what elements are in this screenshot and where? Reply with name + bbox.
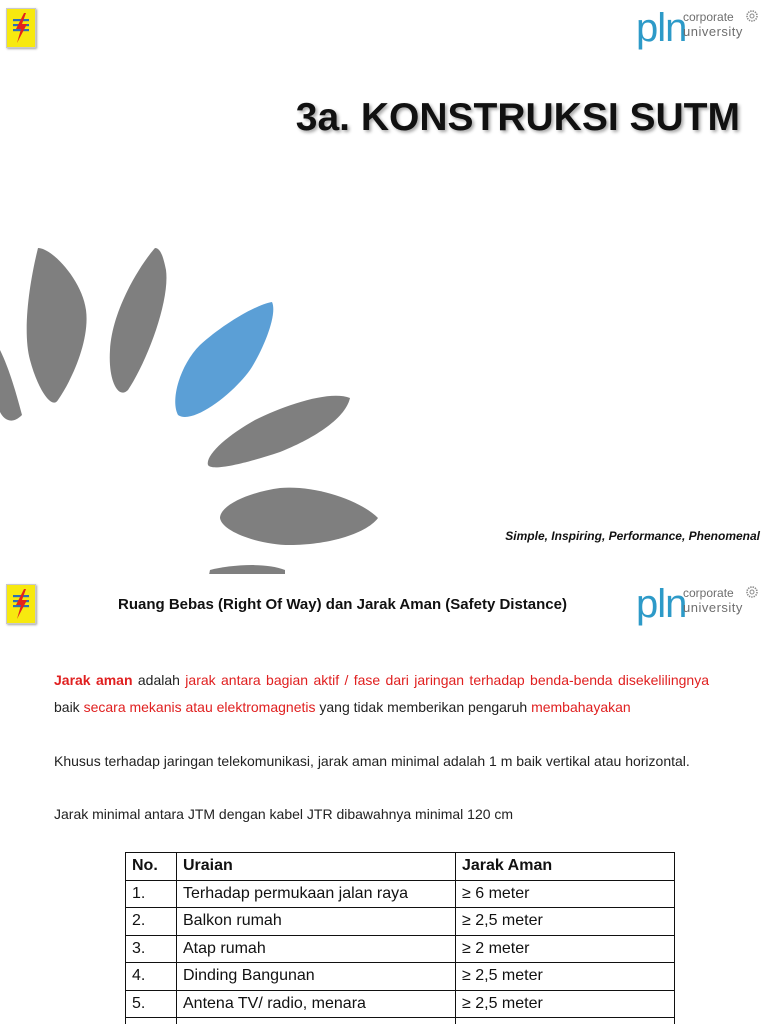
logo-corporate-text: corporate bbox=[683, 586, 734, 600]
table-cell: 5. bbox=[126, 990, 177, 1018]
table-cell: ≥ 2 meter bbox=[456, 935, 675, 963]
column-header: Uraian bbox=[177, 853, 456, 881]
table-cell: 3. bbox=[126, 935, 177, 963]
telecom-paragraph: Khusus terhadap jaringan telekomunikasi, jarak aman minimal adalah 1 m baik vertikal atau horizontal. bbox=[54, 753, 690, 769]
table-row bbox=[126, 935, 675, 963]
table-cell: ≥ 2,5 meter bbox=[456, 908, 675, 936]
slide-heading: Ruang Bebas (Right Of Way) dan Jarak Aman (Safety Distance) bbox=[118, 596, 567, 613]
logo-corporate-text: corporate bbox=[683, 10, 734, 24]
table-cell bbox=[456, 1018, 675, 1024]
logo-university-text: university bbox=[683, 24, 743, 39]
column-header: No. bbox=[126, 853, 177, 881]
definition-paragraph bbox=[54, 667, 709, 721]
table-header-row bbox=[126, 853, 675, 881]
table-cell bbox=[177, 1018, 456, 1024]
term-jarak-aman: Jarak aman bbox=[54, 672, 133, 688]
gear-icon bbox=[745, 585, 759, 599]
column-header: Jarak Aman bbox=[456, 853, 675, 881]
table-cell bbox=[126, 1018, 177, 1024]
highlight-text: secara mekanis atau elektromagnetis bbox=[83, 699, 316, 715]
table-row bbox=[126, 1018, 675, 1024]
table-cell: 4. bbox=[126, 963, 177, 991]
logo-pln-text: pln bbox=[636, 6, 687, 50]
table-cell: Antena TV/ radio, menara bbox=[177, 990, 456, 1018]
table-cell: ≥ 2,5 meter bbox=[456, 963, 675, 991]
table-cell: Terhadap permukaan jalan raya bbox=[177, 880, 456, 908]
table-cell: 2. bbox=[126, 908, 177, 936]
safety-distance-table bbox=[125, 852, 675, 1024]
table-cell: ≥ 2,5 meter bbox=[456, 990, 675, 1018]
pln-corporate-university-logo bbox=[636, 584, 762, 624]
table-cell: Atap rumah bbox=[177, 935, 456, 963]
logo-pln-text: pln bbox=[636, 582, 687, 626]
para-text: adalah bbox=[137, 672, 180, 688]
petal-decoration-graphic bbox=[0, 240, 420, 574]
slide-title: 3a. KONSTRUKSI SUTM bbox=[295, 96, 740, 139]
jtm-jtr-paragraph: Jarak minimal antara JTM dengan kabel JTR dibawahnya minimal 120 cm bbox=[54, 806, 514, 822]
table-cell: Balkon rumah bbox=[177, 908, 456, 936]
table-row bbox=[126, 990, 675, 1018]
table-row bbox=[126, 908, 675, 936]
table-row bbox=[126, 963, 675, 991]
pln-lightning-logo-icon bbox=[6, 8, 36, 48]
table-cell: 1. bbox=[126, 880, 177, 908]
para-text: baik bbox=[54, 699, 80, 715]
pln-corporate-university-logo bbox=[636, 8, 762, 48]
highlight-text: jarak antara bagian aktif / fase dari jaringan terhadap benda-benda disekelilingnya bbox=[185, 672, 709, 688]
logo-university-text: university bbox=[683, 600, 743, 615]
table-cell: ≥ 6 meter bbox=[456, 880, 675, 908]
table-row bbox=[126, 880, 675, 908]
content-slide bbox=[0, 574, 768, 1024]
tagline: Simple, Inspiring, Performance, Phenomenal bbox=[505, 529, 760, 543]
highlight-text: membahayakan bbox=[531, 699, 631, 715]
pln-lightning-logo-icon bbox=[6, 584, 36, 624]
para-text: yang tidak memberikan pengaruh bbox=[319, 699, 528, 715]
gear-icon bbox=[745, 9, 759, 23]
table-cell: Dinding Bangunan bbox=[177, 963, 456, 991]
